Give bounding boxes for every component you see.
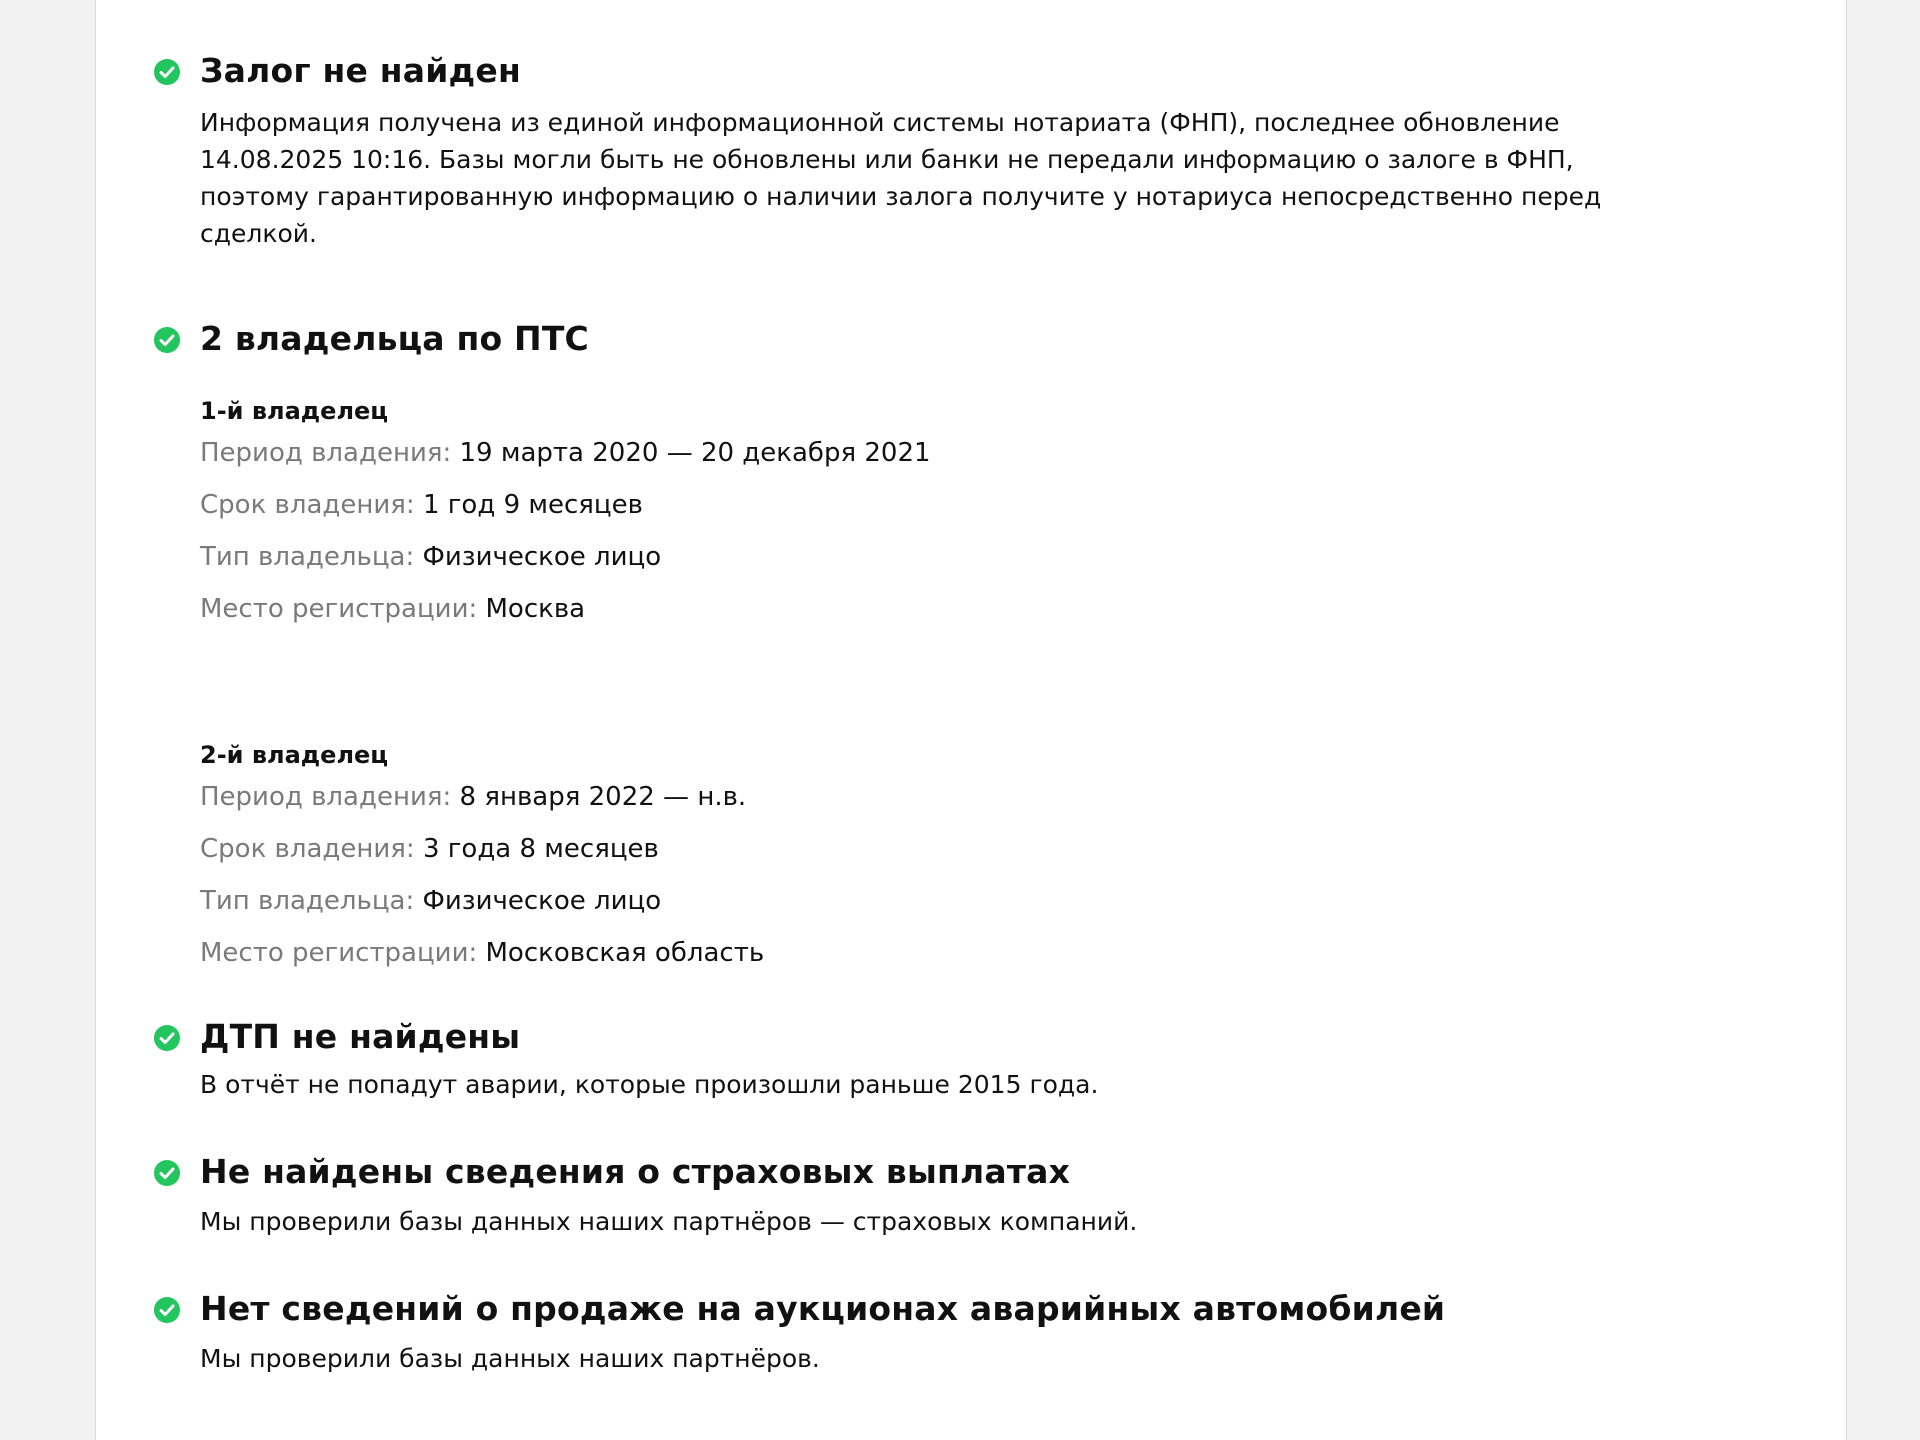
accidents-section <box>155 1016 1695 1103</box>
ownership-duration-value: 1 год 9 месяцев <box>422 490 643 520</box>
ownership-period-row <box>200 436 1695 470</box>
owners-title-text: 2 владельца по ПТС <box>200 319 589 358</box>
accidents-title-text: ДТП не найдены <box>200 1017 521 1056</box>
owner-type-row <box>200 884 1695 918</box>
ownership-period-value: 19 марта 2020 — 20 декабря 2021 <box>459 438 931 468</box>
check-circle-icon <box>154 327 180 353</box>
pledge-section <box>155 50 1695 252</box>
registration-place-row <box>200 592 1695 626</box>
owner-type-label: Тип владельца: <box>200 886 415 916</box>
check-circle-icon <box>154 1297 180 1323</box>
insurance-section <box>155 1151 1695 1240</box>
registration-place-value: Москва <box>485 594 586 624</box>
owner-heading: 1-й владелец <box>200 397 389 425</box>
ownership-duration-label: Срок владения: <box>200 490 415 520</box>
pledge-title-text: Залог не найден <box>200 51 521 90</box>
insurance-title-text: Не найдены сведения о страховых выплатах <box>200 1152 1071 1191</box>
owner-block-1 <box>200 394 1695 626</box>
owner-heading: 2-й владелец <box>200 741 389 769</box>
check-circle-icon <box>154 1025 180 1051</box>
ownership-duration-value: 3 года 8 месяцев <box>422 834 659 864</box>
owners-section <box>155 318 1695 970</box>
ownership-duration-label: Срок владения: <box>200 834 415 864</box>
owner-type-value: Физическое лицо <box>422 886 662 916</box>
owner-type-value: Физическое лицо <box>422 542 662 572</box>
owner-type-label: Тип владельца: <box>200 542 415 572</box>
auctions-description: Мы проверили базы данных наших партнёров. <box>200 1344 820 1373</box>
ownership-period-row <box>200 780 1695 814</box>
owner-block-2 <box>200 738 1695 970</box>
pledge-title <box>200 50 1695 92</box>
report-content <box>155 50 1695 1377</box>
check-circle-icon <box>154 1160 180 1186</box>
ownership-duration-row <box>200 832 1695 866</box>
accidents-title <box>200 1016 1695 1058</box>
insurance-description: Мы проверили базы данных наших партнёров — страховых компаний. <box>200 1207 1138 1236</box>
registration-place-label: Место регистрации: <box>200 594 478 624</box>
auctions-section <box>155 1288 1695 1377</box>
registration-place-row <box>200 936 1695 970</box>
check-circle-icon <box>154 59 180 85</box>
pledge-description: Информация получена из единой информационной системы нотариата (ФНП), последнее обновление 14.08.2025 10:16. Базы могли быть не обновлены или банки не передали информацию о залоге в ФНП, поэтому гарантированную информацию о наличии залога получите у нотариуса непосредственно перед сделкой. <box>200 108 1602 248</box>
registration-place-value: Московская область <box>485 938 765 968</box>
ownership-duration-row <box>200 488 1695 522</box>
ownership-period-value: 8 января 2022 — н.в. <box>459 782 747 812</box>
auctions-title-text: Нет сведений о продаже на аукционах аварийных автомобилей <box>200 1289 1446 1328</box>
registration-place-label: Место регистрации: <box>200 938 478 968</box>
insurance-title <box>200 1151 1695 1193</box>
accidents-description: В отчёт не попадут аварии, которые произошли раньше 2015 года. <box>200 1070 1099 1099</box>
ownership-period-label: Период владения: <box>200 782 452 812</box>
ownership-period-label: Период владения: <box>200 438 452 468</box>
auctions-title <box>200 1288 1695 1330</box>
owner-type-row <box>200 540 1695 574</box>
owners-title <box>200 318 1695 360</box>
